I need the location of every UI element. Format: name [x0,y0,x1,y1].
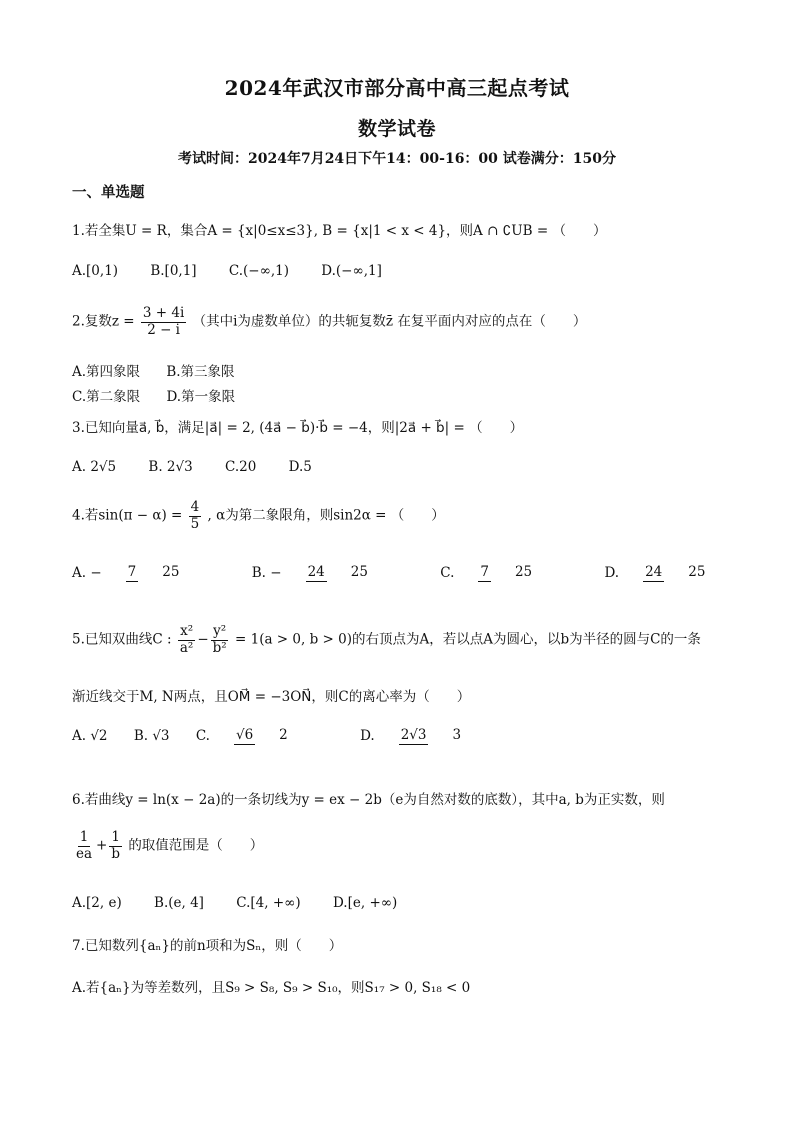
question-2-stem [72,306,732,338]
q5-pre: 5.已知双曲线C : [72,631,172,648]
option-b: B. − 24 25 [251,564,368,581]
q6-post: 的取值范围是（ ） [128,837,264,854]
option-d: D. 2√3 3 [360,727,462,744]
q4-den: 5 [190,515,200,532]
option-a: A.[0,1) [72,263,119,279]
question-6-expression: $\frac{1}{ea}$ + $\frac{1}{b}$ 的取值范围是（ ） [76,829,264,862]
option-b: B. √3 [133,728,170,744]
option-c: C.第二象限 [72,389,141,405]
option-c: C.[4, +∞) [236,895,301,911]
option-b: B.(e, 4] [154,895,204,911]
option-c: C.20 [225,459,257,475]
section-heading: 一、单选题 [72,184,145,201]
question-3-stem: 3.已知向量a⃗, b⃗，满足|a⃗| = 2, (4a⃗ − b⃗)·b⃗ = −4，则|2a⃗ + b⃗| = （ ） [72,420,524,436]
option-c: C. √6 2 [195,727,288,744]
q2-post: （其中i为虚数单位）的共轭复数z̄ 在复平面内对应的点在（ ） [192,313,587,330]
q4-pre: 4.若sin(π − α) = [72,507,183,524]
option-d: D.[e, +∞) [332,895,398,911]
q2-den: 2 − i [147,321,180,338]
question-3-options [72,459,732,475]
option-d: D.5 [288,459,312,475]
question-1-options [72,263,732,279]
option-d: D. 24 25 [604,564,706,581]
q4-num: 4 [190,499,200,515]
option-d: D.第一象限 [166,389,236,405]
q5-y-fraction: $\frac{\text{y²}}{\text{b²}}$ [212,623,227,656]
option-b: B. 2√3 [148,459,193,475]
question-2-options-row2 [72,385,732,405]
option-c: C.(−∞,1) [228,263,289,279]
q2-num: 3 + 4i [142,305,185,321]
option-a: A.第四象限 [72,364,141,380]
option-a: A. − 7 25 [72,564,180,581]
exam-info: 考试时间：2024年7月24日下午14：00-16：00 试卷满分：150分 [177,151,617,167]
exam-subtitle: 数学试卷 [357,118,436,140]
option-a: A. √2 [72,728,108,744]
option-d: D.(−∞,1] [321,263,382,279]
q4-fraction [189,500,202,532]
q5-mid: = 1(a > 0, b > 0)的右顶点为A，若以点A为圆心，以b为半径的圆与C的一条 [235,631,701,648]
option-b: B.[0,1] [150,263,197,279]
q6-frac1: $\frac{1}{ea}$ [76,829,93,862]
option-a: A.[2, e) [72,895,122,911]
question-6-options [72,895,732,911]
question-7-stem: 7.已知数列{aₙ}的前n项和为Sₙ，则（ ） [72,938,343,954]
q2-fraction [141,306,186,338]
question-4-stem [72,500,732,532]
question-4-options [72,565,732,582]
option-c: C. 7 25 [440,564,533,581]
question-2-options-row1 [72,360,732,380]
question-1-stem: 1.若全集U = R，集合A = {x|0≤x≤3}, B = {x|1 < x < 4}，则A ∩ ∁UB = （ ） [72,223,607,239]
question-5-options [72,728,732,745]
q6-frac2: $\frac{1}{b}$ [111,829,121,862]
option-a: A. 2√5 [72,459,117,475]
exam-title: 2024年武汉市部分高中高三起点考试 [224,76,570,100]
question-5-stem: 5.已知双曲线C : $\frac{\text{x²}}{\text{a²}}$ − $\frac{\text{y²}}{\text{b²}}$ = 1(a > 0, b > 0)的右顶点为A，若以点A为圆心，以b为半径的圆与C的一条 [72,623,701,656]
question-5-line2: 渐近线交于M, N两点，且OM⃗ = −3ON⃗，则C的离心率为（ ） [72,689,471,705]
q2-pre: 2.复数z = [72,313,135,330]
question-6-stem: 6.若曲线y = ln(x − 2a)的一条切线为y = ex − 2b（e为自然对数的底数），其中a, b为正实数，则 [72,792,665,808]
q4-post: , α为第二象限角，则sin2α = （ ） [207,507,445,524]
question-7-option-a: A.若{aₙ}为等差数列，且S₉ > S₈, S₉ > S₁₀，则S₁₇ > 0, S₁₈ < 0 [72,980,471,996]
option-b: B.第三象限 [166,364,235,380]
q5-x-fraction: $\frac{\text{x²}}{\text{a²}}$ [179,623,194,656]
